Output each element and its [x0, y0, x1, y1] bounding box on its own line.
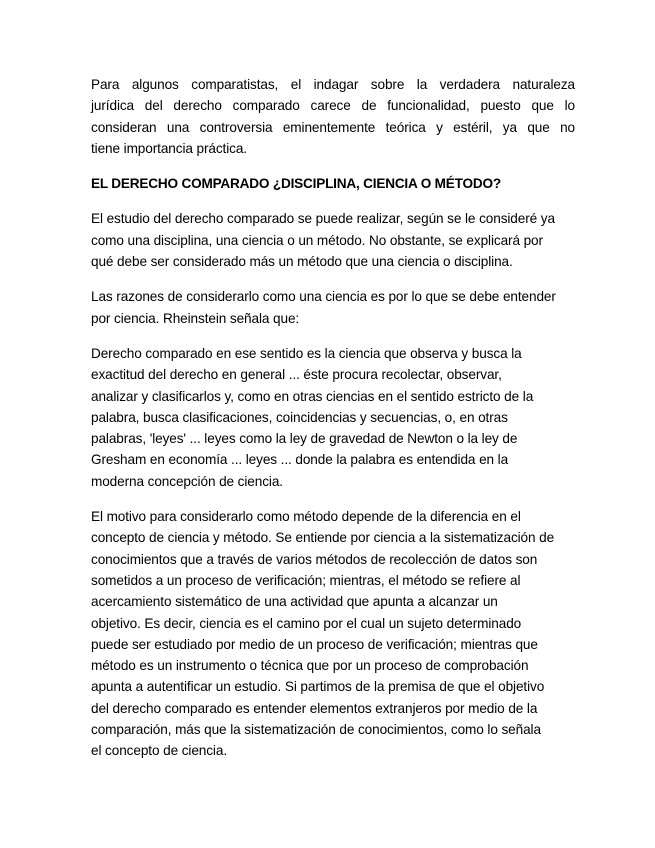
text-line: por ciencia. Rheinstein señala que:	[91, 310, 300, 326]
text-line: acercamiento sistemático de una actividad que apunta a alcanzar un	[91, 594, 498, 610]
text-line: El motivo para considerarlo como método depende de la diferencia en el	[91, 509, 521, 525]
text-line: objetivo. Es decir, ciencia es el camino por el cual un sujeto determinado	[91, 615, 522, 631]
text-line: tiene importancia práctica.	[91, 140, 247, 156]
text-line: Las razones de considerarlo como una ciencia es por lo que se debe entender	[91, 289, 556, 305]
text-line: como una disciplina, una ciencia o un método. No obstante, se explicará por	[91, 232, 543, 248]
text-line: Para algunos comparatistas, el indagar sobre la verdadera naturaleza	[91, 77, 575, 92]
paragraph-quote-rheinstein	[91, 343, 575, 492]
text-line: Derecho comparado en ese sentido es la ciencia que observa y busca la	[91, 345, 522, 361]
text-line: comparación, más que la sistematización de conocimientos, como lo señala	[91, 722, 541, 738]
text-line: el concepto de ciencia.	[91, 743, 227, 759]
text-line: consideran una controversia eminentemente teórica y estéril, ya que no	[91, 119, 575, 135]
paragraph-reasons	[91, 286, 575, 329]
text-line: puede ser estudiado por medio de un proceso de verificación; mientras que	[91, 636, 538, 652]
text-line: Gresham en economía ... leyes ... donde la palabra es entendida en la	[91, 452, 509, 468]
document-body	[91, 74, 575, 762]
text-line: moderna concepción de ciencia.	[91, 473, 283, 489]
paragraph-study	[91, 208, 575, 272]
paragraph-method	[91, 506, 575, 762]
text-line: qué debe ser considerado más un método que una ciencia o disciplina.	[91, 254, 513, 270]
text-line: exactitud del derecho en general ... éste procura recolectar, observar,	[91, 367, 502, 383]
text-line: palabra, busca clasificaciones, coincidencias y secuencias, o, en otras	[91, 409, 508, 425]
text-line: conocimientos que a través de varios métodos de recolección de datos son	[91, 551, 538, 567]
text-line: método es un instrumento o técnica que por un proceso de comprobación	[91, 658, 529, 674]
section-heading: EL DERECHO COMPARADO ¿DISCIPLINA, CIENCIA O MÉTODO?	[91, 176, 501, 192]
text-line: concepto de ciencia y método. Se entiende por ciencia a la sistematización de	[91, 530, 555, 546]
text-line: apunta a autentificar un estudio. Si partimos de la premisa de que el objetivo	[91, 679, 545, 695]
text-line: del derecho comparado es entender elementos extranjeros por medio de la	[91, 700, 538, 716]
paragraph-intro	[91, 74, 575, 159]
text-line: jurídica del derecho comparado carece de funcionalidad, puesto que lo	[91, 98, 575, 114]
text-line: analizar y clasificarlos y, como en otras ciencias en el sentido estricto de la	[91, 388, 534, 404]
text-line: El estudio del derecho comparado se puede realizar, según se le consideré ya	[91, 211, 555, 227]
text-line: palabras, 'leyes' ... leyes como la ley de gravedad de Newton o la ley de	[91, 431, 518, 447]
text-line: sometidos a un proceso de verificación; mientras, el método se refiere al	[91, 572, 521, 588]
